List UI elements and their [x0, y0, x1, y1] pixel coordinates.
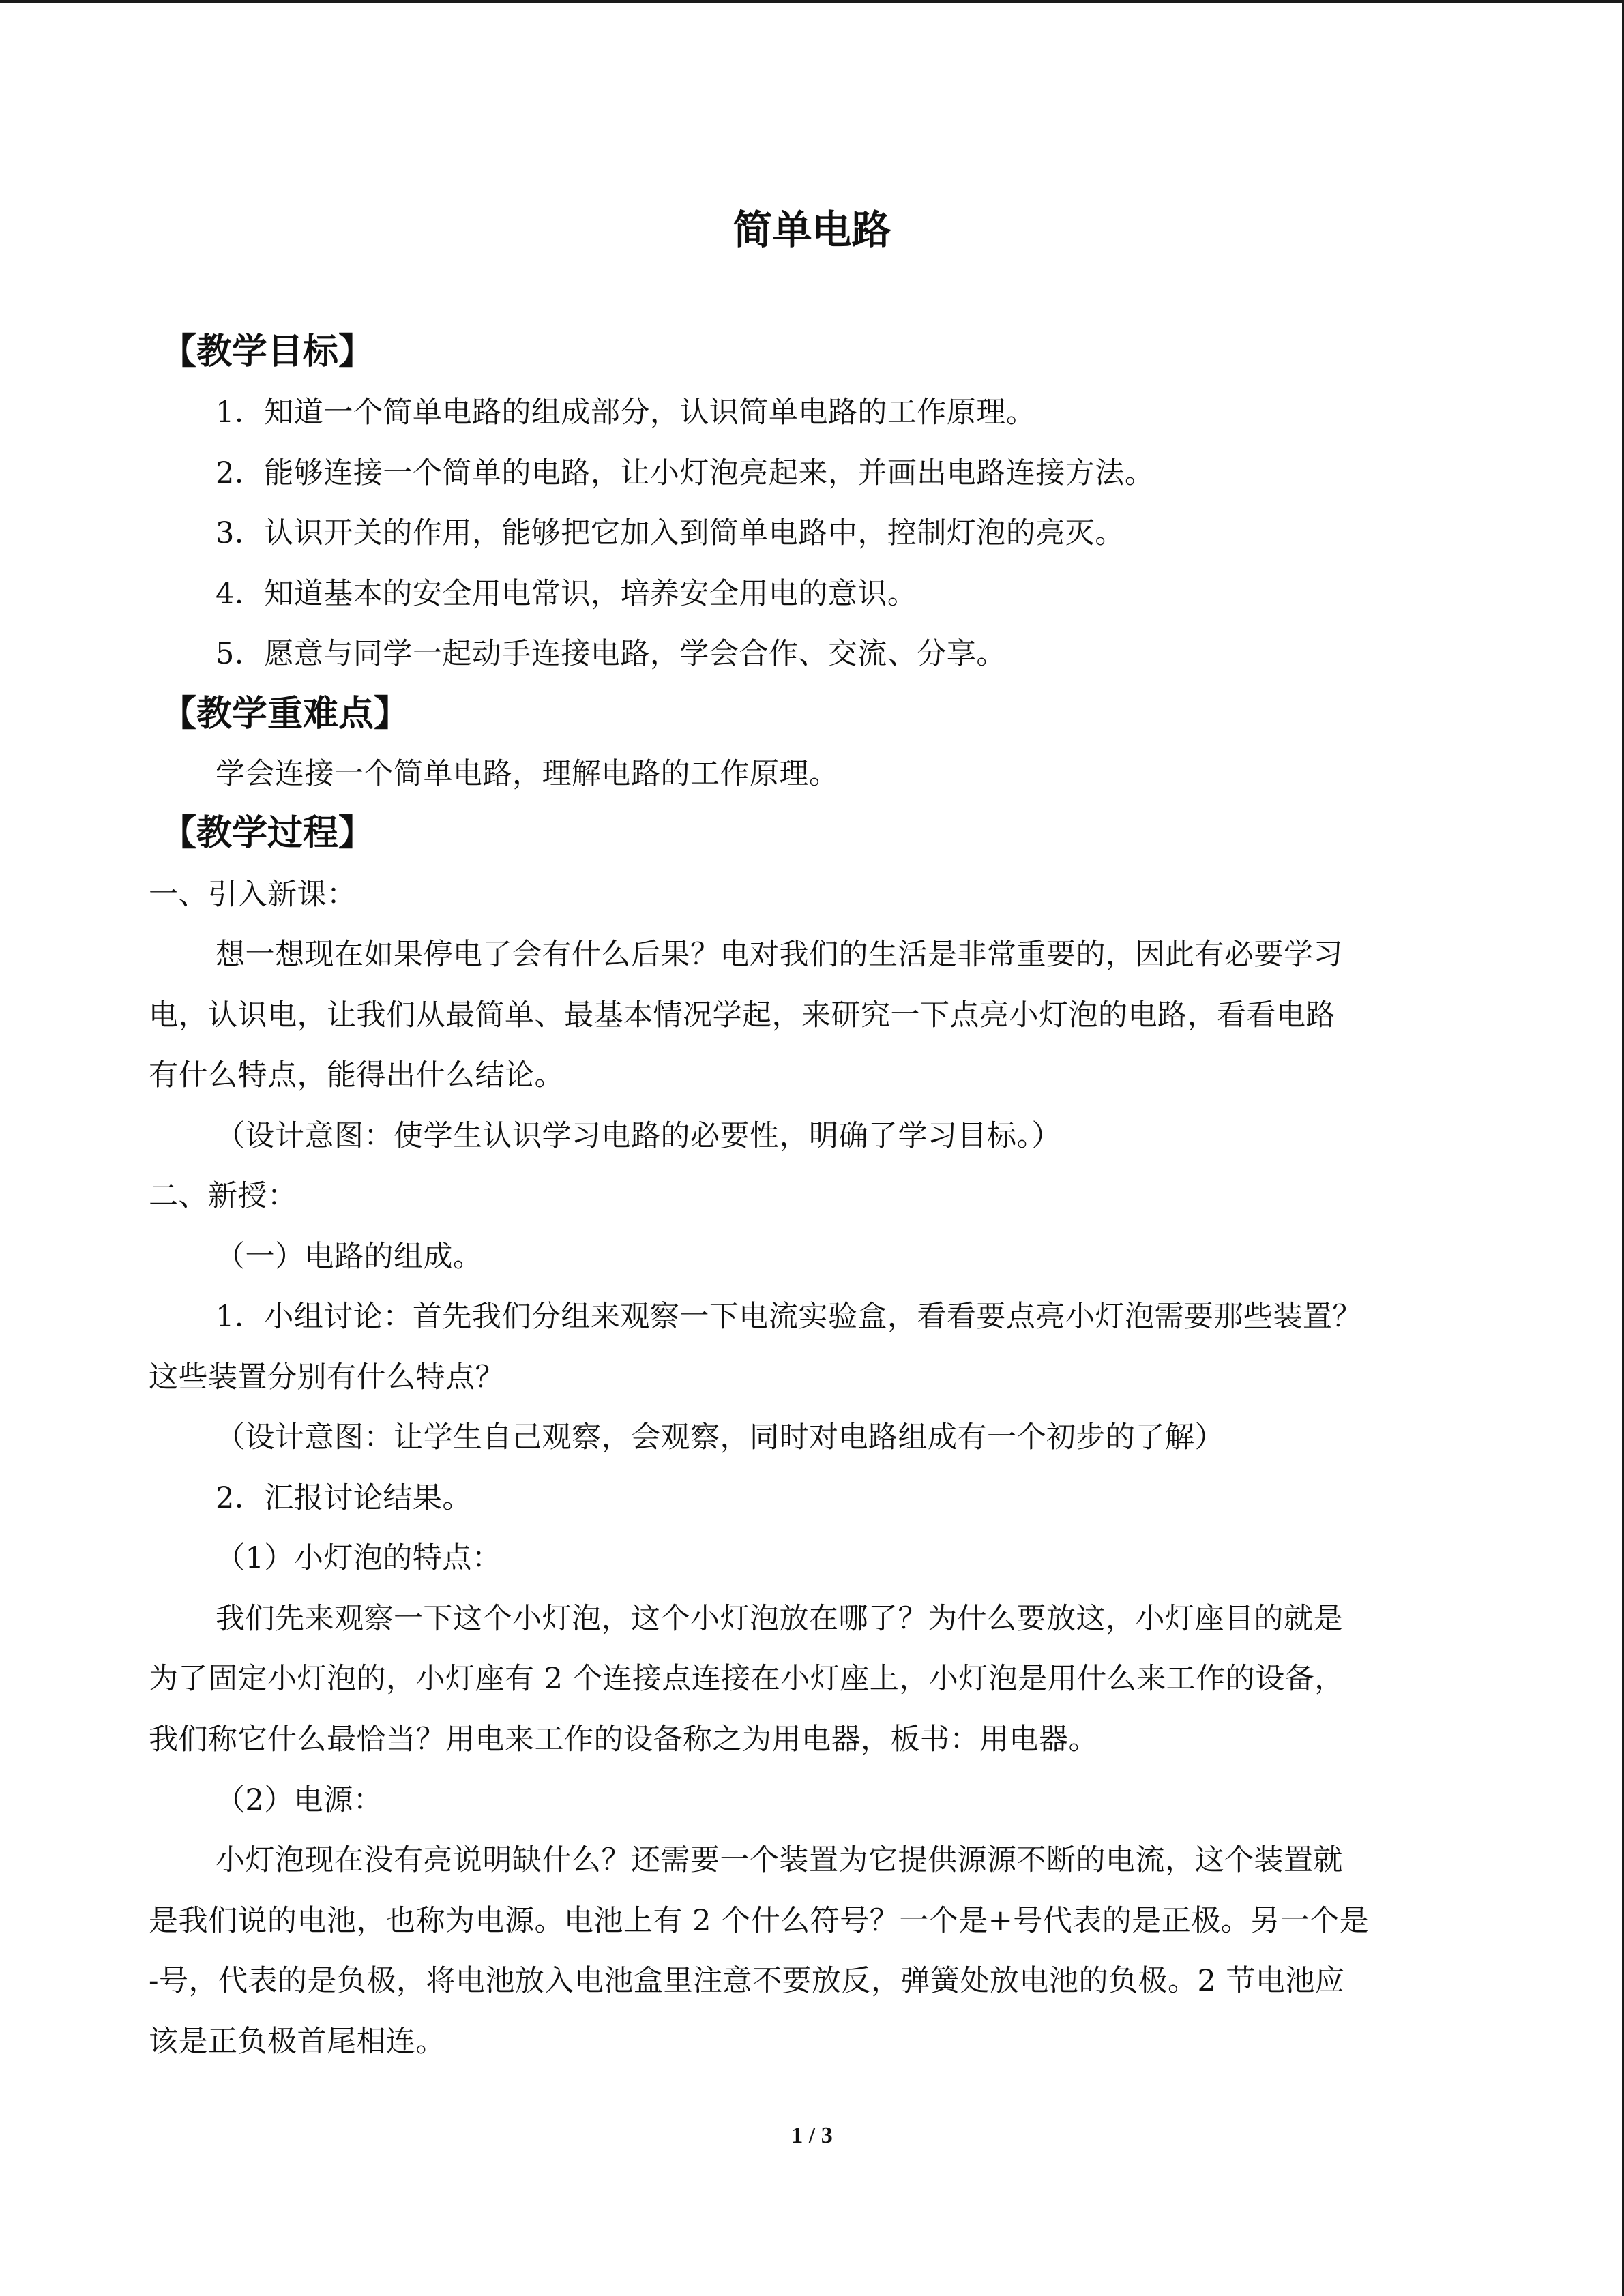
paragraph-line: 是我们说的电池，也称为电源。电池上有 2 个什么符号？一个是+号代表的是正极。另一个是	[149, 1904, 1370, 1938]
objective-item: 1．知道一个简单电路的组成部分，认识简单电路的工作原理。	[216, 396, 1036, 430]
design-intent-note: （设计意图：让学生自己观察，会观察，同时对电路组成有一个初步的了解）	[216, 1420, 1224, 1455]
key-points-text: 学会连接一个简单电路，理解电路的工作原理。	[216, 757, 839, 791]
part1-label: 一、引入新课：	[149, 878, 357, 912]
design-intent-note: （设计意图：使学生认识学习电路的必要性，明确了学习目标。）	[216, 1119, 1061, 1153]
power-label: （2）电源：	[216, 1783, 383, 1817]
paragraph-line: 有什么特点，能得出什么结论。	[149, 1058, 564, 1092]
paragraph-line: -号，代表的是负极，将电池放入电池盒里注意不要放反，弹簧处放电池的负极。2 节电池应	[149, 1964, 1345, 1998]
section-heading-process: 【教学过程】	[161, 813, 374, 854]
paragraph-line: 该是正负极首尾相连。	[149, 2025, 445, 2059]
part2-label: 二、新授：	[149, 1179, 297, 1213]
objective-item: 2．能够连接一个简单的电路，让小灯泡亮起来，并画出电路连接方法。	[216, 456, 1155, 490]
document-title: 简单电路	[733, 207, 891, 253]
objective-item: 5．愿意与同学一起动手连接电路，学会合作、交流、分享。	[216, 637, 1006, 671]
step-label: 2．汇报讨论结果。	[216, 1481, 472, 1515]
objective-item: 4．知道基本的安全用电常识，培养安全用电的意识。	[216, 577, 917, 611]
paragraph-line: 这些装置分别有什么特点？	[149, 1360, 505, 1395]
paragraph-line: 为了固定小灯泡的，小灯座有 2 个连接点连接在小灯座上，小灯泡是用什么来工作的设备，	[149, 1662, 1344, 1696]
section-heading-key-points: 【教学重难点】	[161, 694, 410, 734]
section-heading-objectives: 【教学目标】	[161, 331, 374, 372]
paragraph-line: 1．小组讨论：首先我们分组来观察一下电流实验盒，看看要点亮小灯泡需要那些装置？	[216, 1300, 1362, 1334]
paragraph-line: 我们先来观察一下这个小灯泡，这个小灯泡放在哪了？为什么要放这，小灯座目的就是	[216, 1602, 1343, 1636]
paragraph-line: 小灯泡现在没有亮说明缺什么？还需要一个装置为它提供源源不断的电流，这个装置就	[216, 1843, 1343, 1877]
subsection-label: （一）电路的组成。	[216, 1240, 483, 1274]
paragraph-line: 想一想现在如果停电了会有什么后果？电对我们的生活是非常重要的，因此有必要学习	[216, 938, 1343, 972]
page-number: 1 / 3	[791, 2123, 833, 2148]
objective-item: 3．认识开关的作用，能够把它加入到简单电路中，控制灯泡的亮灭。	[216, 516, 1125, 550]
paragraph-line: 我们称它什么最恰当？用电来工作的设备称之为用电器，板书：用电器。	[149, 1723, 1098, 1757]
bulb-label: （1）小灯泡的特点：	[216, 1541, 502, 1575]
paragraph-line: 电，认识电，让我们从最简单、最基本情况学起，来研究一下点亮小灯泡的电路，看看电路	[149, 998, 1335, 1032]
